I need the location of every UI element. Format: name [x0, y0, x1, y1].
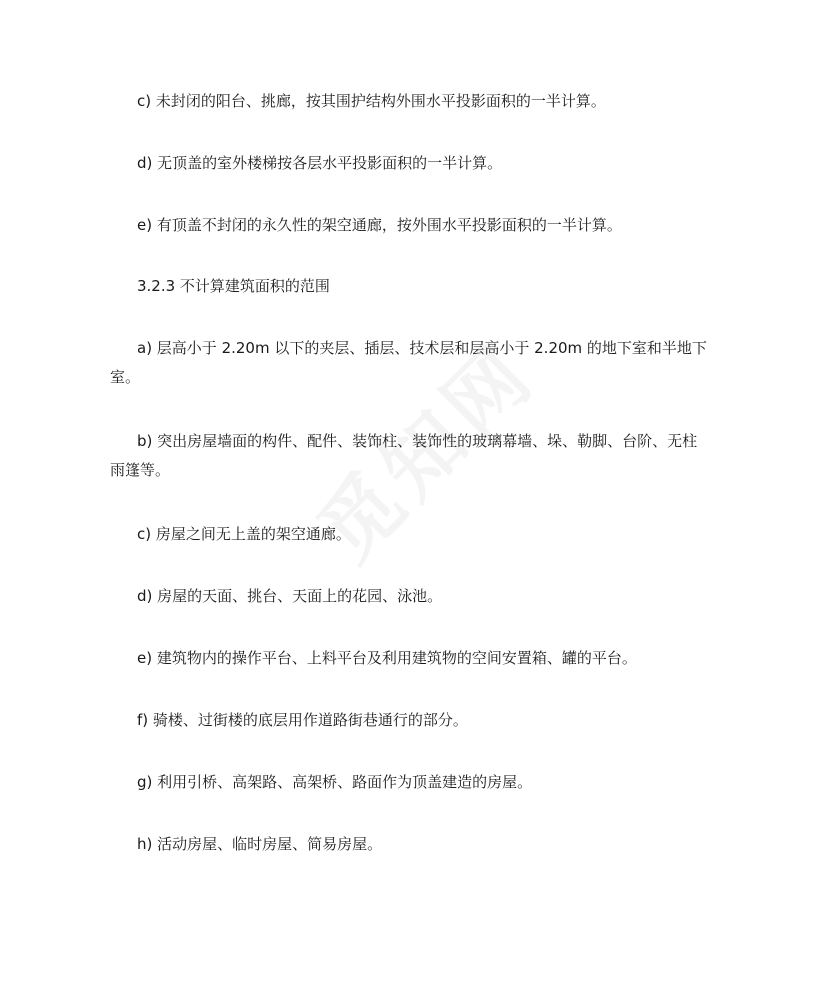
item-e-covered-corridor: e) 有顶盖不封闭的永久性的架空通廊，按外围水平投影面积的一半计算。	[137, 216, 622, 234]
item-h-temporary-houses: h) 活动房屋、临时房屋、简易房屋。	[137, 835, 383, 853]
item-d-roof-terrace: d) 房屋的天面、挑台、天面上的花园、泳池。	[137, 587, 443, 605]
item-a-mezzanine-line1: a) 层高小于 2.20m 以下的夹层、插层、技术层和层高小于 2.20m 的地下室和半地下	[137, 339, 707, 357]
item-g-under-bridge: g) 利用引桥、高架路、高架桥、路面作为顶盖建造的房屋。	[137, 773, 533, 791]
item-c-unenclosed-balcony: c) 未封闭的阳台、挑廊，按其围护结构外围水平投影面积的一半计算。	[137, 92, 606, 110]
item-b-wall-components-line1: b) 突出房屋墙面的构件、配件、装饰柱、装饰性的玻璃幕墙、垛、勒脚、台阶、无柱	[137, 432, 698, 450]
item-a-mezzanine-line2: 室。	[110, 368, 141, 386]
section-heading: 3.2.3 不计算建筑面积的范围	[137, 277, 330, 295]
item-c-uncovered-corridor: c) 房屋之间无上盖的架空通廊。	[137, 525, 351, 543]
item-e-operating-platform: e) 建筑物内的操作平台、上料平台及利用建筑物的空间安置箱、罐的平台。	[137, 649, 637, 667]
item-f-arcade: f) 骑楼、过街楼的底层用作道路街巷通行的部分。	[137, 711, 468, 729]
item-b-wall-components-line2: 雨篷等。	[110, 461, 171, 479]
item-d-outdoor-stairs: d) 无顶盖的室外楼梯按各层水平投影面积的一半计算。	[137, 154, 503, 172]
